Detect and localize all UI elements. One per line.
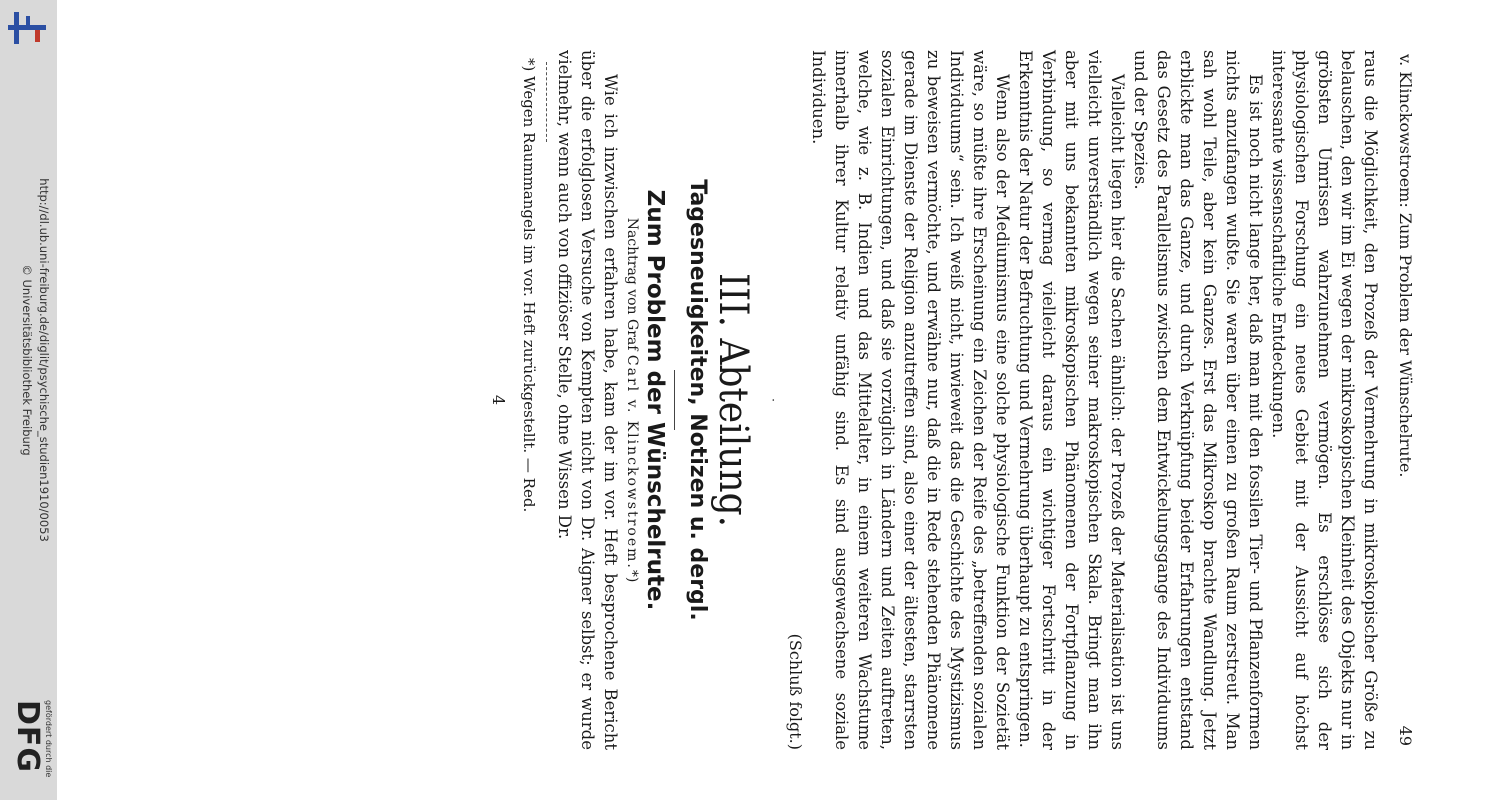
copyright-notice: © Universitätsbibliothek Freiburg (20, 264, 34, 456)
byline-prefix: Nachtrag von Graf (624, 217, 640, 351)
scan-viewport (180, 30, 1420, 770)
paragraph-2: Es ist noch nicht lange her, daß man mit den fossilen Tier- und Pflanzenformen nichts anzufangen wußte. Sie waren über einen zu großen Raum zerstreut. Man sah wohl Teile, aber kein Ganzes. Erst das Mikroskop brachte Wandlung. Jetzt erblickte man das Ganze, und durch Verknüpfung beider Erfahrungen entstand das Gesetz des Parallelismus zwischen dem Entwickelungsgange des Individuums und der Spezies. (1131, 50, 1265, 750)
paragraph-1: raus die Möglichkeit, den Prozeß der Vermehrung in mikroskopischer Größe zu belauschen, den wir im Ei wegen der mikroskopischen Kleinheit des Objekts nur in gröbsten Umrissen wahrzunehmen vermögen. Es erschlösse sich der physiologischen Forschung ein neues Gebiet mit der Aussicht auf höchst interessante wissenschaftliche Entdeckungen. (1269, 50, 1380, 750)
paragraph-3: Vielleicht liegen hier die Sachen ähnlich: der Prozeß der Materialisation ist uns vielleicht unverständlich wegen seiner makroskopischen Skala. Bringt man ihn aber mit uns bekannten mikroskopischen Phänomenen der Fortpflanzung in Verbindung, so vermag vielleicht daraus ein wichtiger Fortschritt in der Erkenntnis der Natur der Befruchtung und Vermehrung überhaupt zu entspringen. (1016, 50, 1127, 750)
scanned-page (185, 50, 1415, 750)
paragraph-4: Wenn also der Mediumismus eine solche physiologische Funktion der Sozietät wäre, so müßte ihre Erscheinung ein Zeichen der Reife des „betreffenden sozialen Individuums“ sein. Ich weiß nicht, inwieweit das die Geschichte des Mystizismus zu beweisen vermöchte, und erwähne nur, daß die in Rede stehenden Phänomene gerade im Dienste der Religion anzutreffen sind, also einer der ältesten, starrsten sozialen Einrichtungen, und daß sie vorzüglich in Ländern und Zeiten auftreten, welche, wie z. B. Indien und das Mittelalter, in einem weiteren Wachstume innerhalb ihrer Kultur relativ unfähig sind. Es sind ausgewachsene soziale Individuen. (809, 50, 1012, 750)
byline-author: Carl v. Klinckowstroem. (624, 354, 640, 570)
running-head (1396, 50, 1415, 750)
section-title: III. Abteilung. (710, 272, 756, 528)
article-title: Zum Problem der Wünschelrute. (642, 189, 668, 611)
permalink-area (4, 30, 54, 690)
footnote: *) Wegen Raummangels im vor. Heft zurückgestellt. — Red. (520, 58, 538, 513)
article-byline (624, 50, 640, 750)
section-rule (674, 370, 675, 430)
article-paragraph: Wie ich inzwischen erfahren habe, kam der im vor. Heft besprochene Bericht über die erfolglosen Versuche von Kempten nicht von Dr. Aigner selbst; er wurde vielmehr, wenn auch von offiziöser Stelle, ohne Wissen Dr. (555, 50, 620, 750)
to-be-continued: (Schluß folgt.) (786, 633, 805, 750)
signature-mark: 4 (489, 394, 508, 406)
divider-dot: · (766, 398, 780, 402)
running-head-title: v. Klinckowstroem: Zum Problem der Wünschelrute. (1396, 54, 1415, 478)
byline-footnote-mark: *) (624, 569, 640, 583)
dfg-funding-text: gefördert durch die (44, 700, 53, 778)
viewer-sidebar (0, 0, 57, 800)
permalink-url[interactable]: http://dl.ub.uni-freiburg.de/diglit/psychische_studien1910/0053 (37, 178, 51, 542)
dfg-logo-text: DFG (10, 700, 45, 774)
footnote-rule (546, 62, 547, 142)
page-number: 49 (1396, 725, 1415, 746)
section-subtitle: Tagesneuigkeiten, Notizen u. dergl. (685, 179, 710, 621)
dfg-logo (2, 700, 54, 796)
